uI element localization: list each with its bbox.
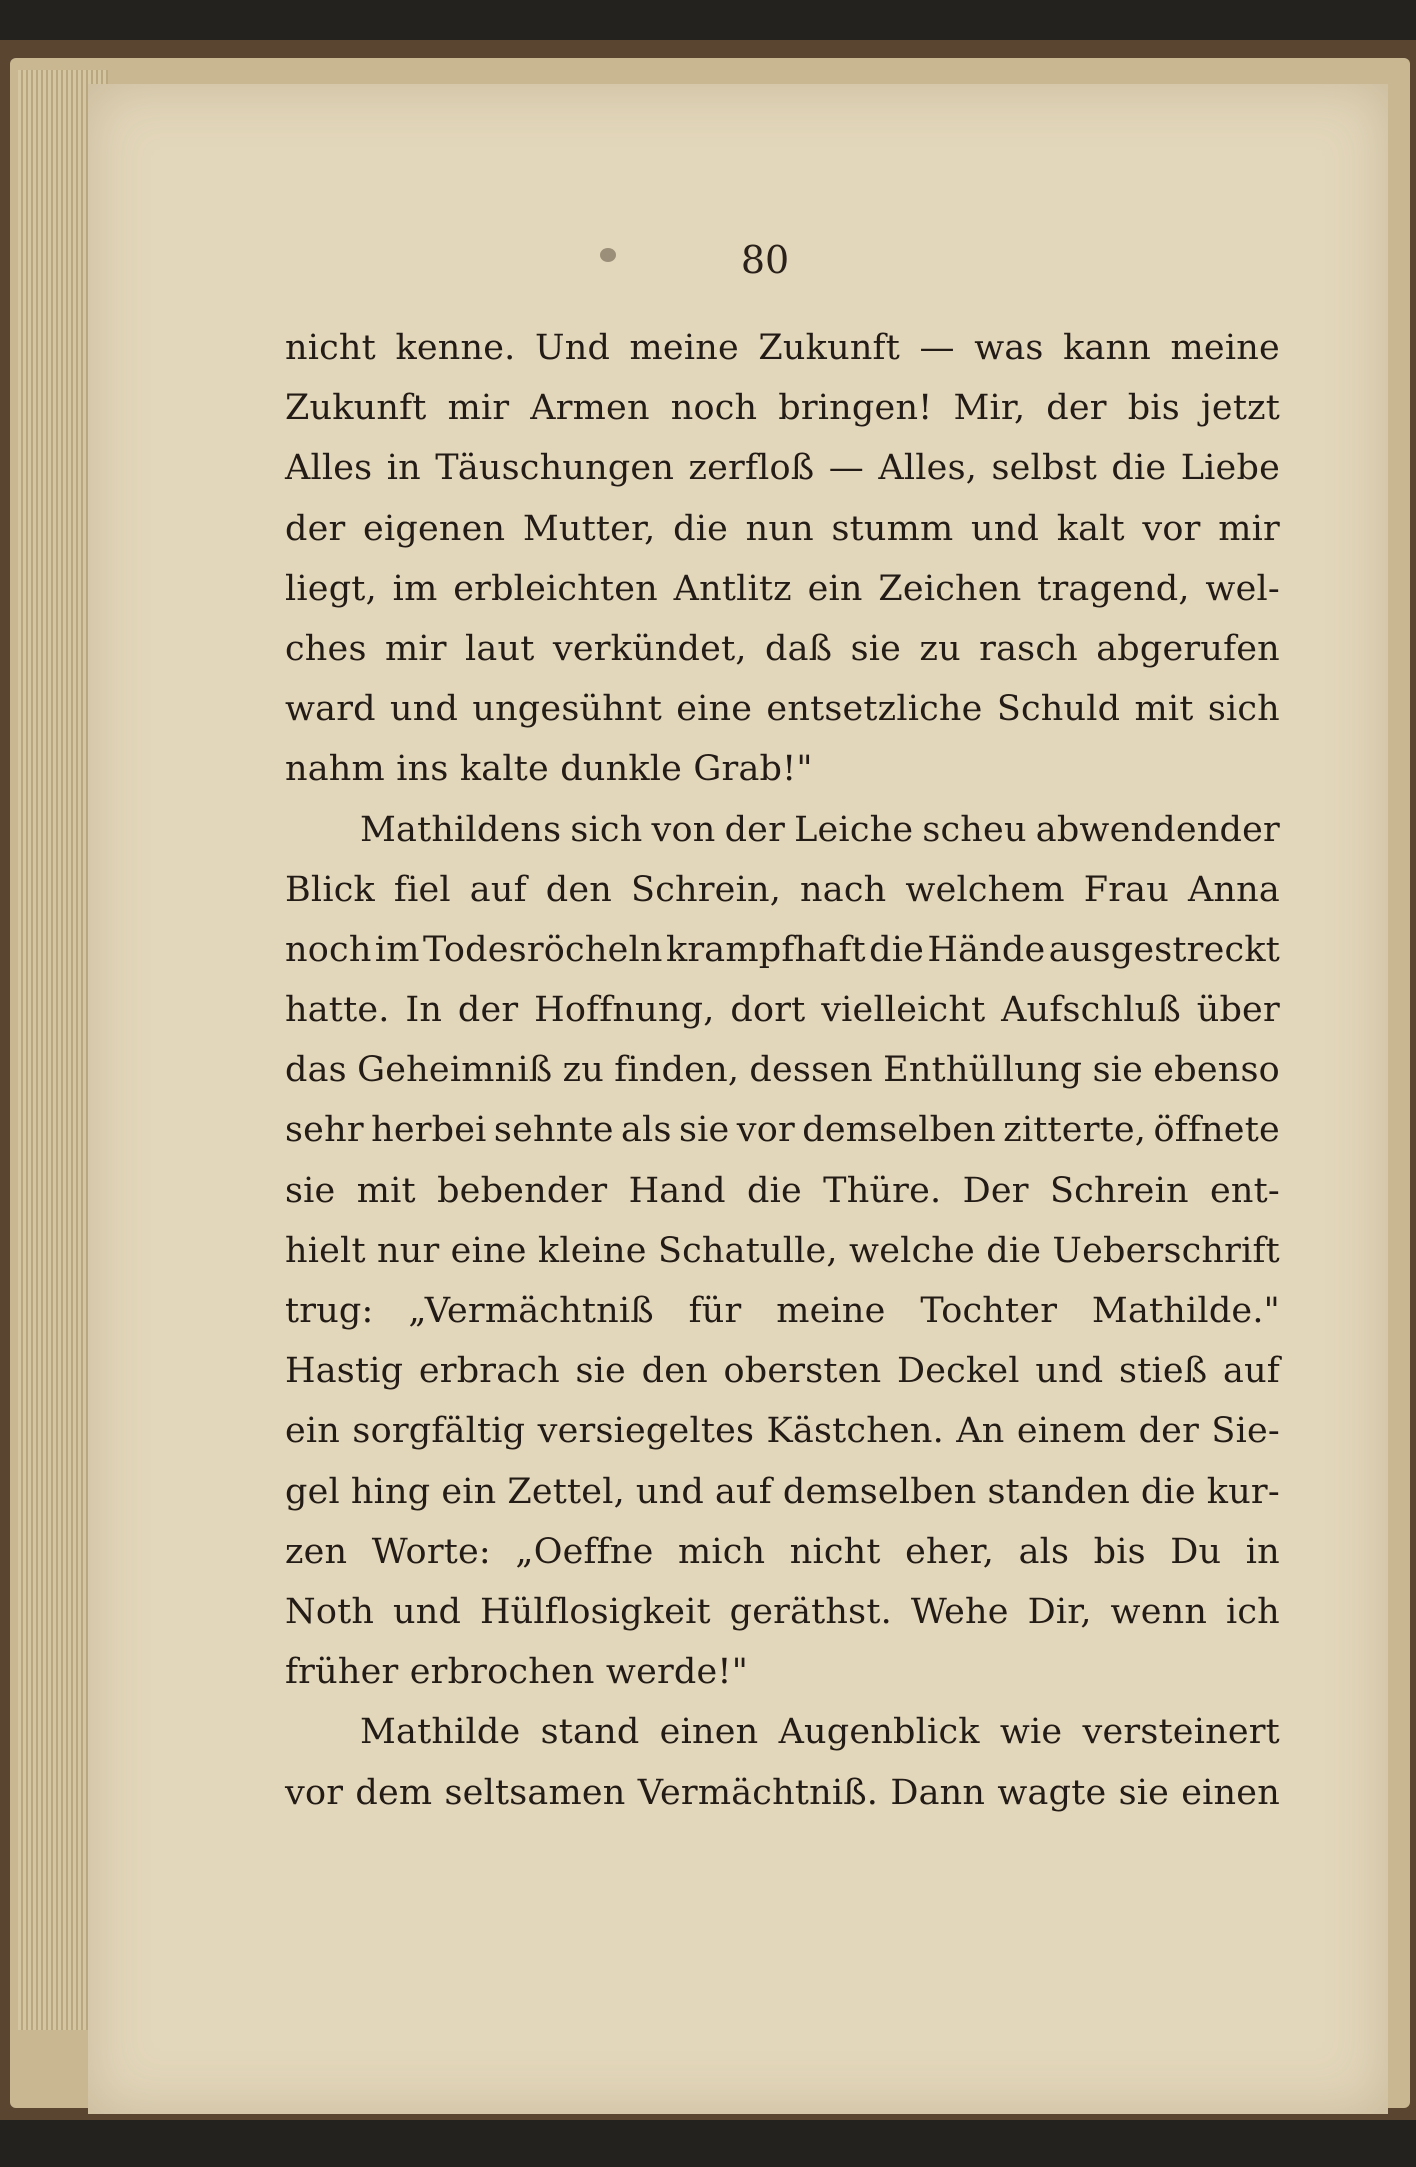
text-line: Mathildens sich von der Leiche scheu abwendender: [360, 809, 1280, 850]
text-line: ein sorgfältig versiegeltes Kästchen. An einem der Sie-: [285, 1411, 1280, 1452]
text-line: ches mir laut verkündet, daß sie zu rasch abgerufen: [285, 628, 1280, 669]
text-line: trug: „Vermächtniß für meine Tochter Mathilde.": [285, 1291, 1280, 1331]
text-line: Noth und Hülflosigkeit geräthst. Wehe Dir, wenn ich: [285, 1591, 1280, 1632]
text-line: sie mit bebender Hand die Thüre. Der Schrein ent-: [285, 1170, 1280, 1211]
text-line: liegt, im erbleichten Antlitz ein Zeichen tragend, wel-: [285, 568, 1280, 609]
paper-stain: [600, 248, 616, 262]
text-line: Blick fiel auf den Schrein, nach welchem Frau Anna: [285, 869, 1280, 910]
text-line: hatte. In der Hoffnung, dort vielleicht Aufschluß über: [285, 990, 1280, 1031]
text-line: nicht kenne. Und meine Zukunft — was kann meine: [285, 328, 1280, 368]
text-line: Mathilde stand einen Augenblick wie versteinert: [360, 1712, 1280, 1753]
text-line: zen Worte: „Oeffne mich nicht eher, als bis Du in: [285, 1531, 1280, 1572]
text-line: vor dem seltsamen Vermächtniß. Dann wagte sie einen: [285, 1772, 1280, 1813]
text-line: hielt nur eine kleine Schatulle, welche die Ueberschrift: [285, 1230, 1280, 1271]
text-line: ward und ungesühnt eine entsetzliche Schuld mit sich: [285, 689, 1280, 730]
text-line: Alles in Täuschungen zerfloß — Alles, selbst die Liebe: [285, 448, 1280, 489]
text-line: nahm ins kalte dunkle Grab!": [285, 749, 813, 790]
text-line: Hastig erbrach sie den obersten Deckel und stieß auf: [285, 1351, 1280, 1392]
text-body: [285, 318, 1280, 1823]
page-number: 80: [740, 238, 790, 282]
text-line: der eigenen Mutter, die nun stumm und kalt vor mir: [285, 508, 1280, 549]
text-line: früher erbrochen werde!": [285, 1652, 748, 1693]
text-line: das Geheimniß zu finden, dessen Enthüllung sie ebenso: [285, 1050, 1280, 1091]
text-line: noch im Todesröcheln krampfhaft die Hände ausgestreckt: [285, 929, 1280, 970]
text-line: gel hing ein Zettel, und auf demselben standen die kur-: [285, 1471, 1280, 1512]
text-line: Zukunft mir Armen noch bringen! Mir, der bis jetzt: [285, 388, 1280, 429]
text-line: sehr herbei sehnte als sie vor demselben zitterte, öffnete: [285, 1110, 1280, 1151]
